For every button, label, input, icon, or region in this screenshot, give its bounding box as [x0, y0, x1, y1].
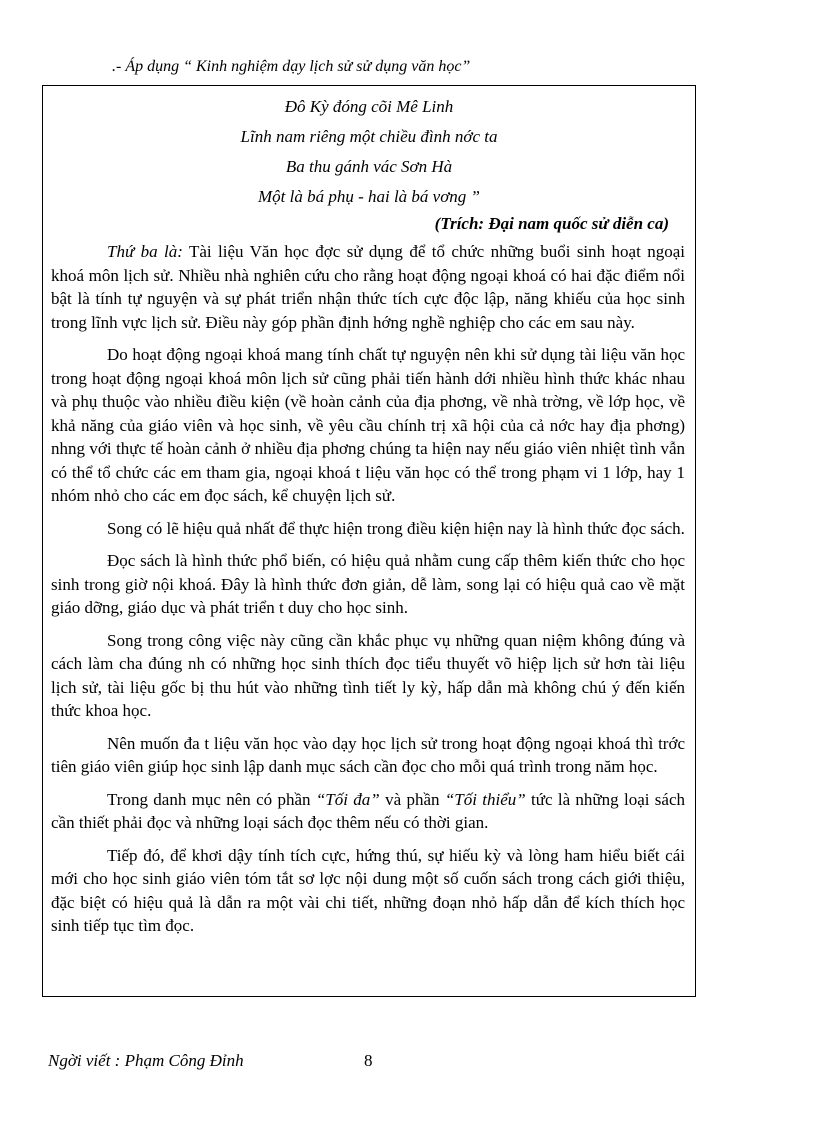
poem-line: Một là bá phụ - hai là bá vơng ” — [257, 187, 481, 206]
paragraph-4: Đọc sách là hình thức phổ biến, có hiệu quả nhằm cung cấp thêm kiến thức cho học sinh trong giờ nội khoá. Đây là hình thức đơn giản, dễ làm, song lại có hiệu quả cao về mặt giáo dỡng, giáo dục và phát triển t duy cho học sinh. — [51, 551, 685, 617]
paragraph-1 — [51, 240, 685, 334]
paragraph-text: Tài liệu Văn học đợc sử dụng để tổ chức những buổi sinh hoạt ngoại khoá môn lịch sử. Nhiều nhà nghiên cứu cho rằng hoạt động ngoại khoá có hai đặc điểm nổi bật là tính tự nguyện và sự phát triển nhận thức tích cực độc lập, năng khiếu của học sinh trong lĩnh vực lịch sử. Điều này góp phần định hớng nghề nghiệp cho các em sau này. — [51, 242, 685, 332]
paragraph-7 — [51, 788, 685, 835]
paragraph-lead: Thứ ba là: — [107, 242, 183, 261]
paragraph-text: và phần — [379, 789, 445, 809]
poem-line: Đô Kỳ đóng cõi Mê Linh — [284, 97, 454, 116]
poem-block — [43, 92, 695, 212]
poem-line: Ba thu gánh vác Sơn Hà — [285, 157, 453, 176]
poem-line: Lĩnh nam riêng một chiều đình nớc ta — [240, 127, 498, 146]
page-header: .- Áp dụng “ Kinh nghiệm dạy lịch sử sử dụng văn học” — [112, 58, 471, 75]
content-frame — [42, 85, 696, 997]
paragraph-6: Nên muốn đa t liệu văn học vào dạy học lịch sử trong hoạt động ngoại khoá thì trớc tiên giáo viên giúp học sinh lập danh mục sách cần đọc cho mỗi quá trình trong năm học. — [51, 733, 685, 776]
paragraph-2: Do hoạt động ngoại khoá mang tính chất tự nguyện nên khi sử dụng tài liệu văn học trong hoạt động ngoại khoá môn lịch sử cũng phải tiến hành dới nhiều hình thức khác nhau và phụ thuộc vào nhiều điều kiện (về hoàn cảnh của địa phơng, về nhà trờng, về lớp học, về khả năng của giáo viên và học sinh, về yêu cầu chính trị xã hội của cả nớc hay địa phơng) nhng với thực tế hoàn cảnh ở nhiều địa phơng chúng ta hiện nay nếu giáo viên nhiệt tình vẫn có thể tổ chức các em tham gia, ngoại khoá t liệu văn học có thể trong phạm vi 1 lớp, hay 1 nhóm nhỏ cho các em đọc sách, kể chuyện lịch sử. — [51, 345, 685, 505]
quoted-term-max: “Tối đa” — [315, 789, 380, 809]
page-number: 8 — [364, 1051, 373, 1070]
footer-author: Ngời viết : Phạm Công Đỉnh — [48, 1051, 244, 1070]
paragraph-text: Trong danh mục nên có phần — [107, 789, 316, 809]
paragraph-text: tức là những loại sách cần thiết phải đọc và những loại sách đọc thêm nếu có thời gian. — [51, 789, 685, 832]
paragraph-3: Song có lẽ hiệu quả nhất để thực hiện trong điều kiện hiện nay là hình thức đọc sách. — [107, 518, 685, 538]
paragraph-8: Tiếp đó, để khơi dậy tính tích cực, hứng thú, sự hiếu kỳ và lòng ham hiểu biết cái mới cho học sinh giáo viên tóm tắt sơ lợc nội dung một số cuốn sách trong cách giới thiệu, đặc biệt có hiệu quả là dẫn ra một vài chi tiết, những đoạn nhỏ hấp dẫn để kích thích học sinh tiếp tục tìm đọc. — [51, 845, 685, 935]
paragraph-5: Song trong công việc này cũng cần khắc phục vụ những quan niệm không đúng và cách làm cha đúng nh có những học sinh thích đọc tiểu thuyết võ hiệp lịch sử hơn tài liệu lịch sử, tài liệu gốc bị thu hút vào những tình tiết ly kỳ, hấp dẫn mà không chú ý đến kiến thức khoa học. — [51, 630, 685, 720]
poem-citation: (Trích: Đại nam quốc sử diễn ca) — [434, 214, 669, 233]
quoted-term-min: “Tối thiểu” — [444, 789, 526, 809]
body-text — [43, 240, 695, 938]
